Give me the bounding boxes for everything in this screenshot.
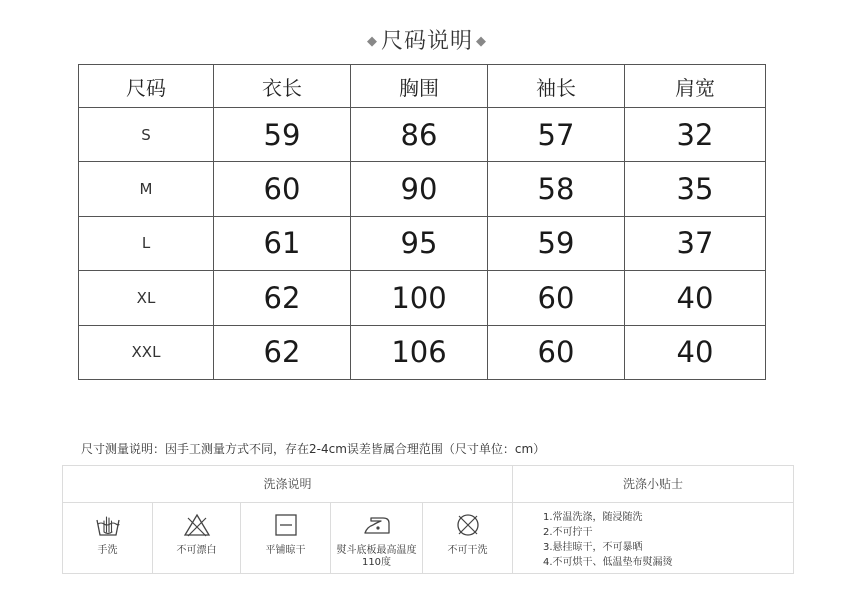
care-symbol (153, 503, 241, 574)
value-cell: 58 (488, 162, 625, 216)
value-cell: 86 (351, 108, 488, 162)
size-cell: L (79, 216, 214, 270)
care-header: 洗涤说明 (63, 466, 513, 502)
header-cell: 衣长 (214, 65, 351, 108)
size-cell: S (79, 108, 214, 162)
tips-header: 洗涤小贴士 (622, 477, 683, 491)
table-row (79, 108, 766, 162)
value-cell: 106 (351, 325, 488, 379)
symbol-label: 熨斗底板最高温度110度 (336, 545, 417, 568)
no-dry-clean-icon (454, 511, 482, 539)
size-cell: M (79, 162, 214, 216)
value-cell: 35 (625, 162, 766, 216)
value-cell: 62 (214, 271, 351, 325)
table-row (79, 271, 766, 325)
table-header-row (79, 65, 766, 108)
iron-low-icon (362, 511, 392, 539)
value-cell: 59 (488, 216, 625, 270)
diamond-icon: ◆ (366, 34, 378, 49)
header-cell: 袖长 (488, 65, 625, 108)
care-symbol (241, 503, 331, 574)
care-symbols (63, 503, 513, 574)
value-cell: 59 (214, 108, 351, 162)
care-symbol (331, 503, 423, 574)
measurement-note: 尺寸测量说明：因手工测量方式不同，存在2-4cm误差皆属合理范围（尺寸单位：cm） (81, 442, 546, 456)
value-cell: 40 (625, 325, 766, 379)
value-cell: 61 (214, 216, 351, 270)
value-cell: 100 (351, 271, 488, 325)
value-cell: 32 (625, 108, 766, 162)
value-cell: 60 (214, 162, 351, 216)
size-cell: XXL (79, 325, 214, 379)
no-bleach-icon (183, 511, 211, 539)
tip-item: 2.不可拧干 (543, 527, 593, 538)
table-row (79, 216, 766, 270)
value-cell: 60 (488, 325, 625, 379)
header-cell: 肩宽 (625, 65, 766, 108)
tip-item: 4.不可烘干、低温垫布熨漏烫 (543, 557, 673, 568)
dry-flat-icon (272, 511, 300, 539)
care-tips (543, 510, 673, 570)
symbol-label: 不可干洗 (447, 545, 488, 556)
page-title (0, 24, 854, 55)
table-row (79, 162, 766, 216)
symbol-label: 手洗 (97, 545, 118, 556)
value-cell: 95 (351, 216, 488, 270)
value-cell: 37 (625, 216, 766, 270)
header-cell: 胸围 (351, 65, 488, 108)
symbol-label: 平铺晾干 (265, 545, 306, 556)
hand-wash-icon (94, 511, 122, 539)
care-symbol (63, 503, 153, 574)
title-text: 尺码说明 (380, 29, 473, 54)
table-row (79, 325, 766, 379)
header-cell: 尺码 (79, 65, 214, 108)
value-cell: 90 (351, 162, 488, 216)
symbol-label: 不可漂白 (176, 545, 217, 556)
diamond-icon: ◆ (476, 34, 487, 49)
care-symbol (423, 503, 513, 574)
size-table (78, 64, 766, 380)
value-cell: 57 (488, 108, 625, 162)
value-cell: 60 (488, 271, 625, 325)
care-panel (62, 465, 794, 574)
tip-item: 1.常温洗涤，随浸随洗 (543, 512, 643, 523)
tip-item: 3.悬挂晾干，不可暴晒 (543, 542, 643, 553)
value-cell: 62 (214, 325, 351, 379)
size-cell: XL (79, 271, 214, 325)
value-cell: 40 (625, 271, 766, 325)
